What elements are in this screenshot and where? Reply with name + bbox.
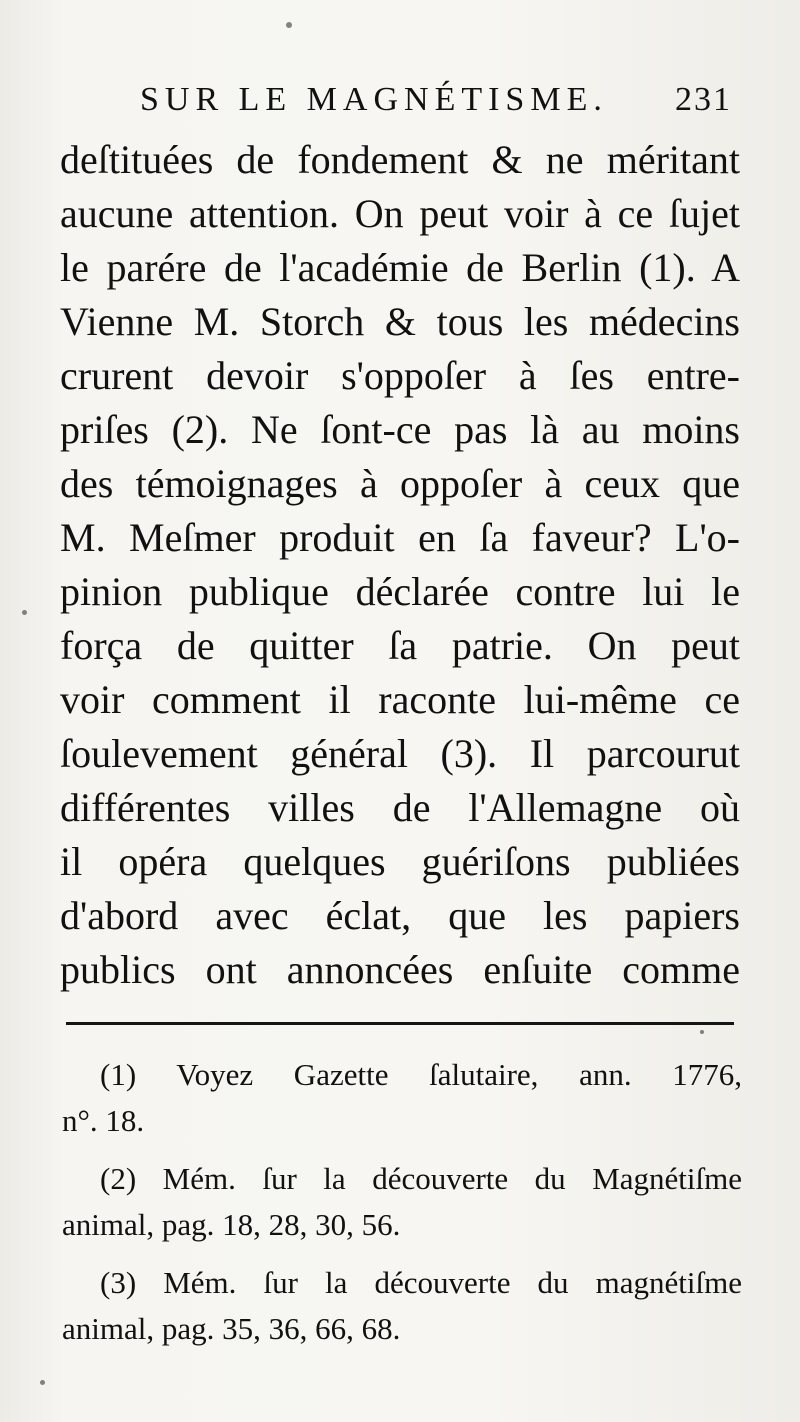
text-line: différentes villes de l'Allemagne où: [60, 785, 740, 830]
text-line: pinion publique déclarée contre lui le: [60, 569, 740, 614]
footnote-line: animal, pag. 35, 36, 66, 68.: [62, 1311, 401, 1346]
text-line: d'abord avec éclat, que les papiers: [60, 893, 740, 938]
running-head: [130, 70, 750, 130]
text-line: des témoignages à oppoſer à ceux que: [60, 461, 740, 506]
footnote-line: animal, pag. 18, 28, 30, 56.: [62, 1207, 401, 1242]
ink-speck: [40, 1380, 45, 1385]
text-line: voir comment il raconte lui-même ce: [60, 677, 740, 722]
footnote-line: (2) Mém. ſur la découverte du Magnétiſme: [100, 1161, 742, 1196]
text-line: priſes (2). Ne ſont-ce pas là au moins: [60, 407, 740, 452]
page-number: 231: [675, 81, 732, 118]
footnote-1: [62, 1052, 742, 1144]
text-line: le parére de l'académie de Berlin (1). A: [60, 245, 740, 290]
footnote-line: (3) Mém. ſur la découverte du magnétiſme: [100, 1265, 742, 1300]
text-line: il opéra quelques guériſons publiées: [60, 839, 740, 884]
text-line: deſtituées de fondement & ne méritant: [60, 137, 740, 182]
footnote-line: n°. 18.: [62, 1103, 145, 1138]
footnote-line: (1) Voyez Gazette ſalutaire, ann. 1776,: [100, 1057, 742, 1092]
running-head-title: SUR LE MAGNÉTISME.: [140, 81, 608, 118]
body-text: [60, 133, 740, 997]
footnotes: [62, 1052, 742, 1364]
footnote-2: [62, 1156, 742, 1248]
ink-speck: [286, 22, 292, 28]
footnote-rule: [66, 1022, 734, 1025]
ink-speck: [22, 610, 27, 615]
ink-speck: [700, 1030, 704, 1034]
text-line: aucune attention. On peut voir à ce ſujet: [60, 191, 740, 236]
text-line: Vienne M. Storch & tous les médecins: [60, 299, 740, 344]
footnote-3: [62, 1260, 742, 1352]
text-line: força de quitter ſa patrie. On peut: [60, 623, 740, 668]
text-line: crurent devoir s'oppoſer à ſes entre-: [60, 353, 740, 398]
text-line: ſoulevement général (3). Il parcourut: [60, 731, 740, 776]
text-line: publics ont annoncées enſuite comme: [60, 947, 740, 992]
text-line: M. Meſmer produit en ſa faveur? L'o-: [60, 515, 740, 560]
